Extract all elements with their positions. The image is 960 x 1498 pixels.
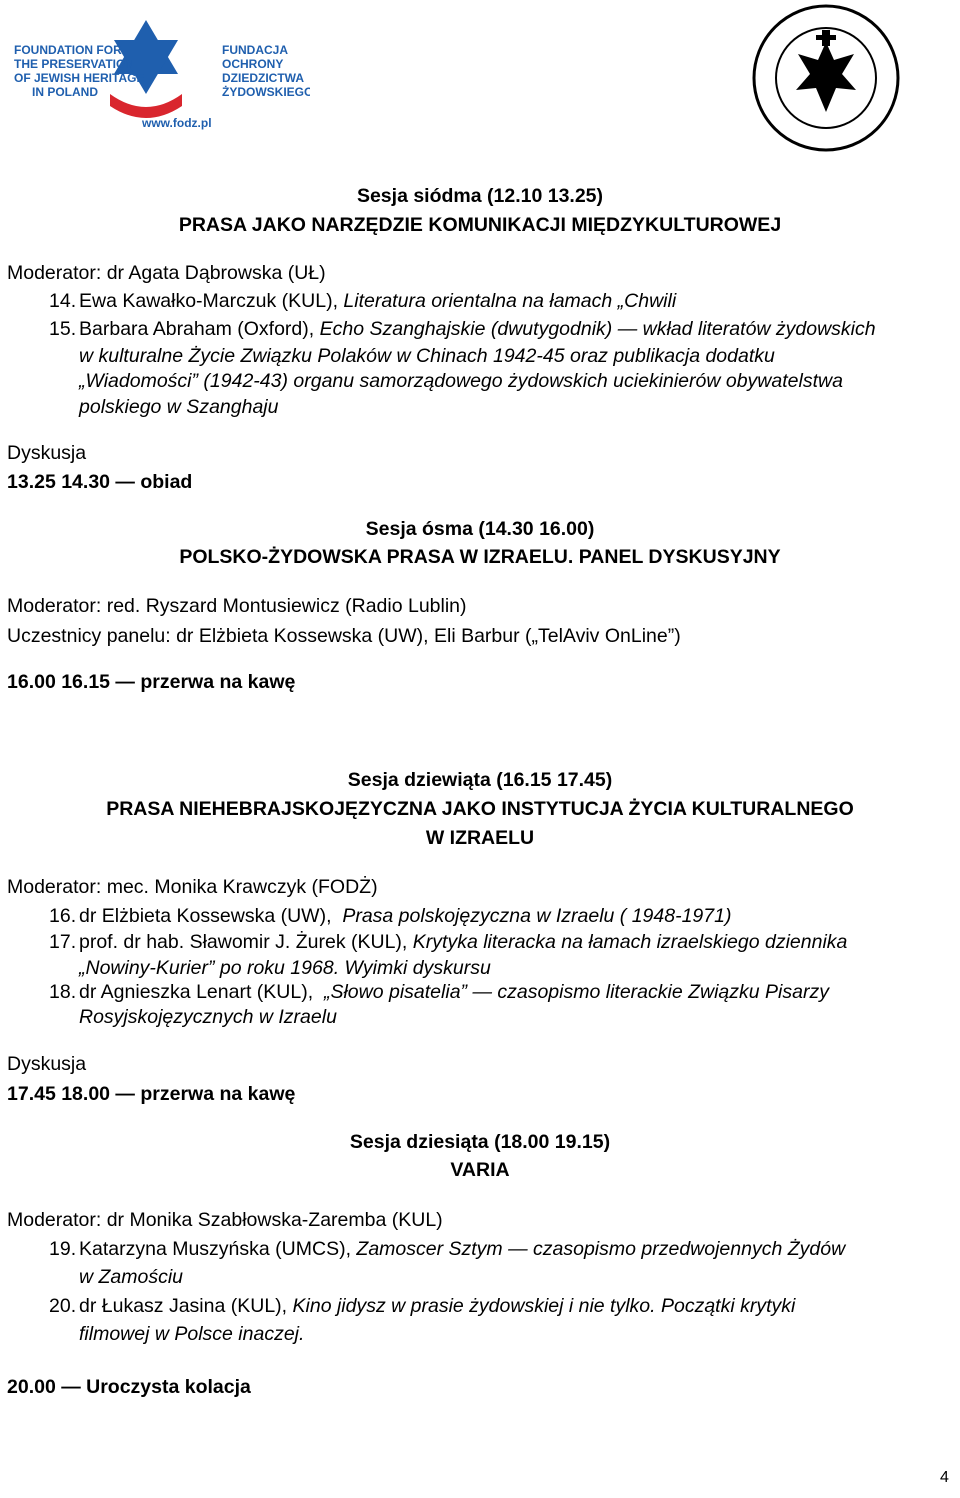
session8-title: Sesja ósma (14.30 16.00) — [365, 518, 595, 540]
session7-title: Sesja siódma (12.10 13.25) — [356, 185, 604, 207]
list-item: 17. prof. dr hab. Sławomir J. Żurek (KUL), Krytyka literacka na łamach izraelskiego dziennika — [49, 931, 848, 953]
closing-dinner: 20.00 — Uroczysta kolacja — [7, 1376, 251, 1398]
coffee-break: 17.45 18.00 — przerwa na kawę — [7, 1083, 296, 1105]
list-item: 15. Barbara Abraham (Oxford), Echo Szanghajskie (dwutygodnik) — wkład literatów żydowskich — [49, 318, 876, 340]
list-item: 16. dr Elżbieta Kossewska (UW), Prasa polskojęzyczna w Izraelu ( 1948-1971) — [49, 905, 732, 927]
list-item: 20. dr Łukasz Jasina (KUL), Kino jidysz w prasie żydowskiej i nie tylko. Początki krytyki — [49, 1295, 796, 1317]
session10-subtitle: VARIA — [450, 1159, 510, 1181]
session8-moderator: Moderator: red. Ryszard Montusiewicz (Radio Lublin) — [7, 595, 467, 617]
session7-subtitle: PRASA JAKO NARZĘDZIE KOMUNIKACJI MIĘDZYKULTUROWEJ — [178, 214, 782, 236]
session10-title: Sesja dziesiąta (18.00 19.15) — [349, 1131, 611, 1153]
session8-subtitle: POLSKO-ŻYDOWSKA PRASA W IZRAELU. PANEL DYSKUSYJNY — [179, 546, 781, 568]
lunch-break: 13.25 14.30 — obiad — [7, 471, 193, 493]
session9-moderator: Moderator: mec. Monika Krawczyk (FODŻ) — [7, 876, 378, 898]
list-item: 18. dr Agnieszka Lenart (KUL), „Słowo pisatelia” — czasopismo literackie Związku Pisarzy — [49, 981, 829, 1003]
svg-text:FUNDACJA: FUNDACJA — [222, 43, 288, 57]
svg-text:IN POLAND: IN POLAND — [32, 85, 98, 99]
svg-text:ŻYDOWSKIEGO: ŻYDOWSKIEGO — [222, 85, 310, 99]
list-item: 14. Ewa Kawałko-Marczuk (KUL), Literatura orientalna na łamach „Chwili — [49, 290, 677, 312]
discussion-label: Dyskusja — [7, 1053, 87, 1075]
svg-text:DZIEDZICTWA: DZIEDZICTWA — [222, 71, 304, 85]
fodz-logo — [6, 2, 310, 154]
session10-moderator: Moderator: dr Monika Szabłowska-Zaremba (KUL) — [7, 1209, 443, 1231]
logo-en-line1: FOUNDATION FOR — [14, 43, 122, 57]
session9-subtitle: PRASA NIEHEBRAJSKOJĘZYCZNA JAKO INSTYTUCJA ŻYCIA KULTURALNEGO — [106, 798, 854, 820]
discussion-label: Dyskusja — [7, 442, 87, 464]
session9-subtitle-2: W IZRAELU — [425, 827, 535, 849]
session9-title: Sesja dziewiąta (16.15 17.45) — [347, 769, 613, 791]
svg-text:OCHRONY: OCHRONY — [222, 57, 284, 71]
page-number: 4 — [940, 1469, 949, 1486]
session7-moderator: Moderator: dr Agata Dąbrowska (UŁ) — [7, 262, 326, 284]
logo-url: www.fodz.pl — [142, 116, 212, 130]
coffee-break: 16.00 16.15 — przerwa na kawę — [7, 671, 296, 693]
kul-seal-logo — [750, 2, 902, 154]
svg-text:THE PRESERVATION: THE PRESERVATION — [14, 57, 135, 71]
list-item: 19. Katarzyna Muszyńska (UMCS), Zamoscer Sztym — czasopismo przedwojennych Żydów — [49, 1238, 846, 1260]
panel-participants: Uczestnicy panelu: dr Elżbieta Kossewska (UW), Eli Barbur („TelAviv OnLine”) — [7, 625, 681, 647]
svg-text:OF JEWISH HERITAGE: OF JEWISH HERITAGE — [14, 71, 145, 85]
